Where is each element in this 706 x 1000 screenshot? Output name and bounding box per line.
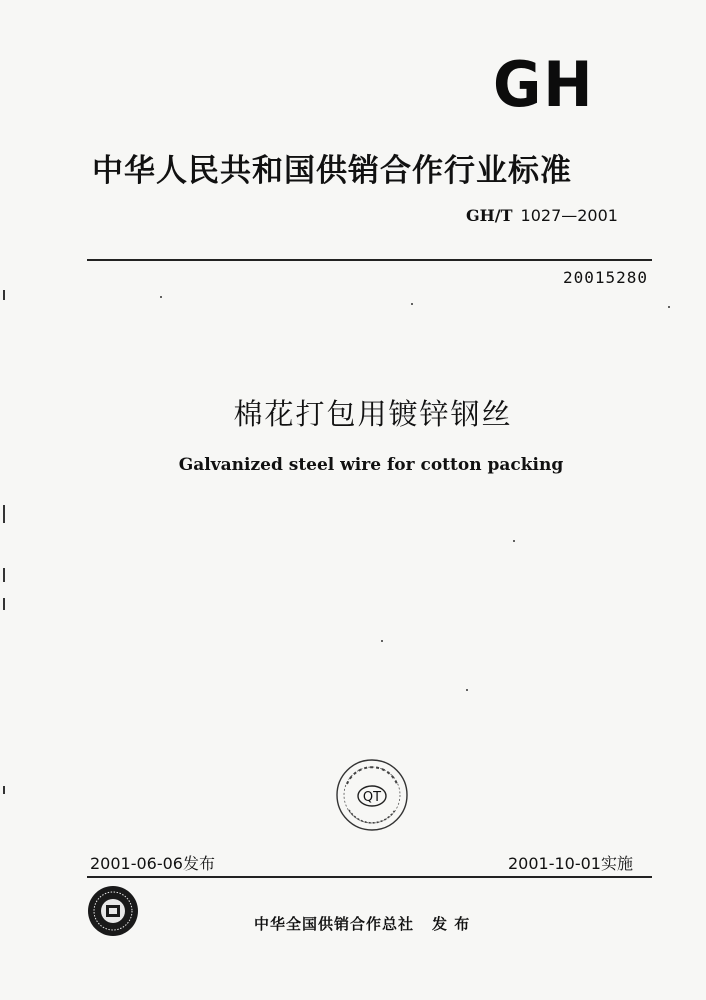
- scan-speck: [466, 689, 468, 691]
- footer-divider: [87, 876, 652, 878]
- scan-edge-mark: [3, 505, 5, 523]
- scan-edge-mark: [3, 598, 5, 610]
- document-title-en: Galvanized steel wire for cotton packing: [178, 455, 564, 475]
- seal-center-text: QT: [362, 790, 382, 805]
- effective-date-label: 实施: [600, 854, 633, 873]
- gh-logo: GH: [493, 48, 595, 121]
- scan-speck: [513, 540, 515, 542]
- standards-seal-icon: [333, 756, 411, 834]
- effective-date: [508, 851, 633, 874]
- publisher-name: 中华全国供销合作总社: [254, 915, 415, 933]
- issue-date-label: 发布: [182, 854, 215, 873]
- serial-number: 20015280: [563, 268, 649, 287]
- issuing-body-title: 中华人民共和国供销合作行业标准: [92, 153, 572, 189]
- scan-speck: [411, 303, 413, 305]
- publisher-label: 发 布: [432, 915, 471, 933]
- issue-date: [90, 851, 215, 874]
- scan-speck: [381, 640, 383, 642]
- scan-speck: [668, 306, 670, 308]
- standard-prefix: GH/T: [466, 206, 513, 225]
- scan-edge-mark: [3, 290, 5, 300]
- standard-code: [466, 206, 618, 225]
- standard-number: 1027—2001: [520, 206, 618, 225]
- publisher: [254, 913, 470, 934]
- document-title-cn: 棉花打包用镀锌钢丝: [233, 397, 513, 431]
- scan-edge-mark: [3, 568, 5, 582]
- scan-speck: [160, 296, 162, 298]
- header-divider: [87, 259, 652, 261]
- issue-date-value: 2001-06-06: [90, 854, 183, 873]
- library-stamp-icon: [86, 884, 140, 938]
- effective-date-value: 2001-10-01: [508, 854, 601, 873]
- scan-edge-mark: [3, 786, 5, 794]
